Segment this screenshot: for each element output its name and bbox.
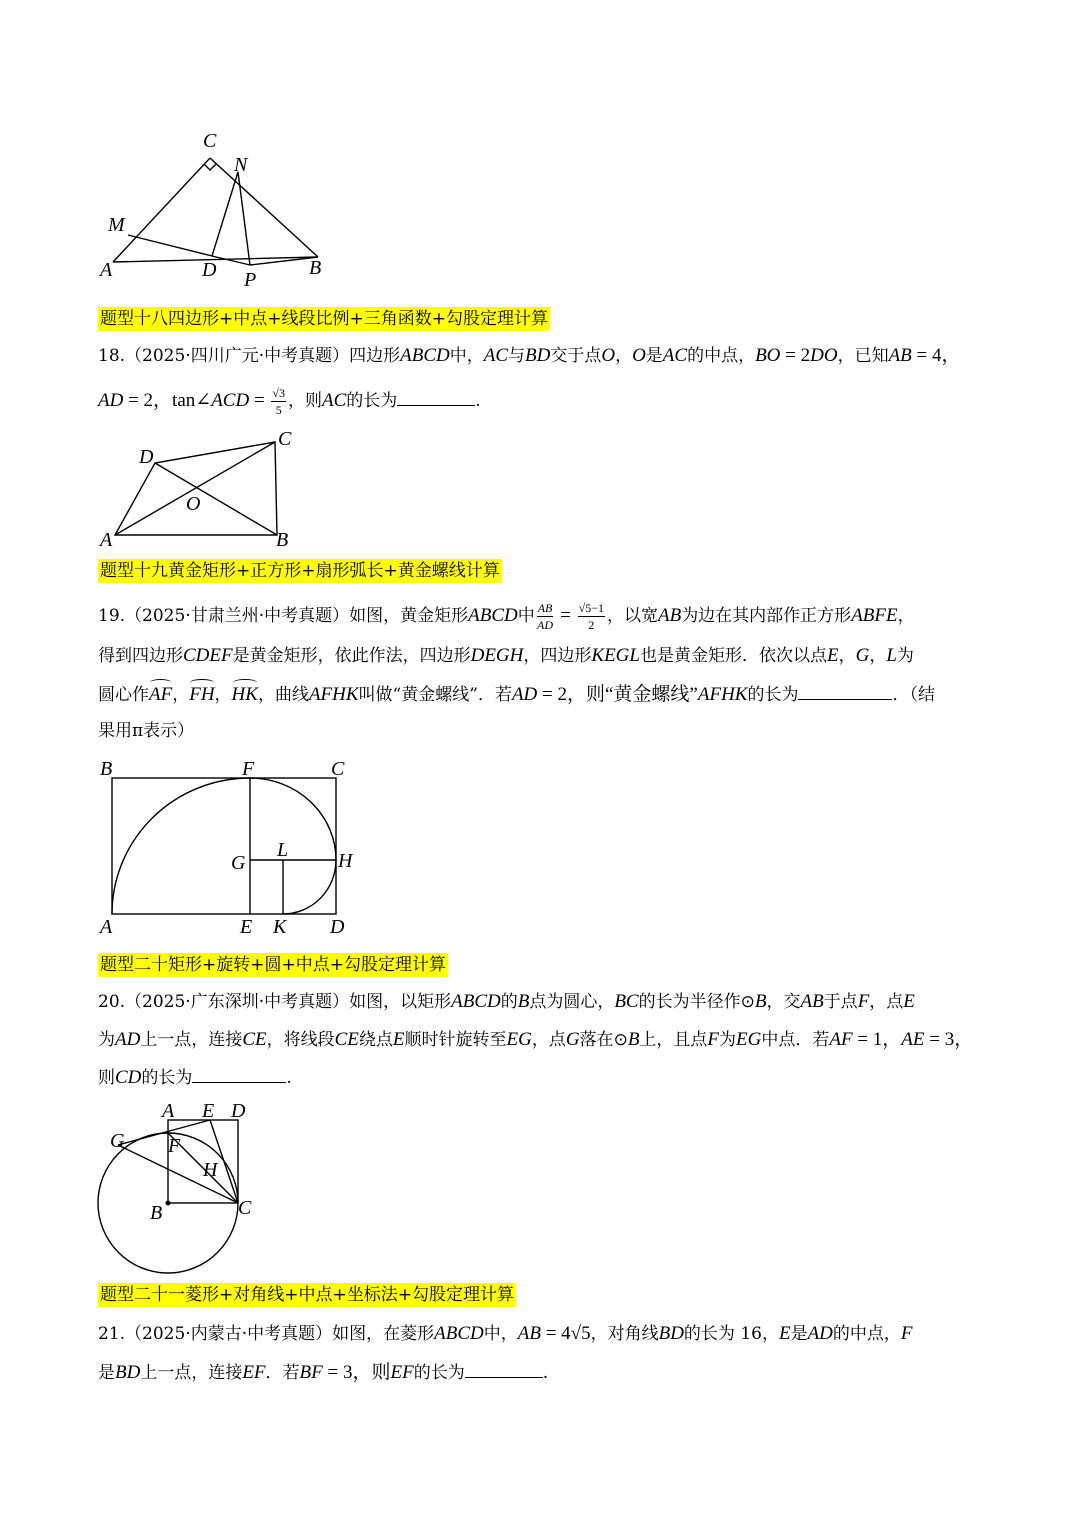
text-run: ⊙ xyxy=(740,992,755,1012)
spiral-arc-AF xyxy=(112,778,250,914)
text-run: . xyxy=(286,1068,292,1088)
text-run: 叫做“黄金螺线”．若 xyxy=(358,685,512,705)
text-run: ABCD xyxy=(468,605,518,626)
question-20-line-2 xyxy=(98,1027,973,1053)
section-19-heading xyxy=(98,559,502,583)
text-run: BD xyxy=(525,345,551,366)
text-run: BD xyxy=(115,1362,141,1383)
text-run: ABCD xyxy=(434,1323,484,1344)
text-run: 是 xyxy=(790,1324,808,1344)
text-run: E xyxy=(392,1029,405,1050)
text-run: ．（结 xyxy=(892,685,935,705)
label-C: C xyxy=(238,1197,252,1219)
answer-blank-19[interactable] xyxy=(798,681,892,700)
answer-blank-18[interactable] xyxy=(397,387,475,406)
text-run: 为 xyxy=(719,1030,737,1050)
text-run: AD xyxy=(807,1323,833,1344)
segment-NP xyxy=(238,172,250,265)
text-run: ， xyxy=(897,606,915,626)
text-run: 的 xyxy=(500,992,518,1012)
text-run: EF xyxy=(390,1362,414,1383)
question-19-line-3 xyxy=(98,681,935,708)
text-run: AC xyxy=(662,345,688,366)
text-run: ABFE xyxy=(851,605,898,626)
figure-19-golden-spiral xyxy=(90,752,370,942)
text-run: 则 xyxy=(98,1068,115,1088)
text-run: AFHK xyxy=(308,684,359,705)
text-run: = 1， xyxy=(852,1029,902,1050)
fraction-AB-over-AD xyxy=(537,602,554,631)
question-18-line-2 xyxy=(98,385,481,417)
text-run: . xyxy=(542,1363,549,1383)
text-run: EF xyxy=(242,1362,266,1383)
center-point-B xyxy=(166,1201,171,1206)
arc-AF: AF xyxy=(149,682,172,708)
text-run: 的中点， xyxy=(832,1324,901,1344)
text-run: 的长为 xyxy=(346,391,398,411)
text-run: ，曲线 xyxy=(257,685,309,705)
text-run: G xyxy=(565,1029,580,1050)
text-run: EG xyxy=(506,1029,532,1050)
question-21-line-1 xyxy=(98,1321,913,1347)
label-A: A xyxy=(162,1100,175,1122)
text-run: BC xyxy=(614,991,639,1012)
label-K: K xyxy=(273,916,287,938)
text-run: E xyxy=(778,1323,791,1344)
text-run: 顺时针旋转至 xyxy=(404,1030,507,1050)
answer-blank-20[interactable] xyxy=(192,1064,286,1083)
text-run: 绕点 xyxy=(358,1030,393,1050)
text-run: 的长为 xyxy=(747,685,799,705)
text-run: ABCD xyxy=(451,991,501,1012)
text-run: 21.（2025·内蒙古·中考真题）如图，在菱形 xyxy=(98,1324,435,1344)
text-run: L xyxy=(886,645,897,666)
text-run: CE xyxy=(242,1029,267,1050)
label-H: H xyxy=(338,850,353,872)
question-19-line-1 xyxy=(98,599,915,633)
text-run: BD xyxy=(658,1323,684,1344)
text-run: ，则 xyxy=(288,391,322,411)
label-N: N xyxy=(234,154,248,176)
text-run: CD xyxy=(115,1067,142,1088)
text-run: AB xyxy=(517,1323,541,1344)
text-run: ， xyxy=(214,685,232,705)
text-run: ，已知 xyxy=(837,346,889,366)
label-D: D xyxy=(202,259,217,281)
segment-CB xyxy=(210,158,318,257)
text-run: B xyxy=(754,991,767,1012)
label-H: H xyxy=(203,1159,218,1181)
label-A: A xyxy=(100,916,113,938)
text-run: 19.（2025·甘肃兰州·中考真题）如图，黄金矩形 xyxy=(98,606,469,626)
text-run: 交于点 xyxy=(550,346,602,366)
segment-ND xyxy=(212,172,238,256)
text-run: 果用π表示） xyxy=(98,721,195,741)
text-run: tan∠ xyxy=(172,390,212,411)
label-G: G xyxy=(110,1130,125,1152)
text-run: ，对角线 xyxy=(590,1324,659,1344)
text-run: 圆心作 xyxy=(98,685,149,705)
question-20-line-3 xyxy=(98,1064,292,1091)
text-run: ABCD xyxy=(400,345,450,366)
text-run: = 3，则 xyxy=(322,1362,391,1383)
text-run: . xyxy=(475,391,481,411)
label-D: D xyxy=(139,446,154,468)
text-run: ．若 xyxy=(265,1363,300,1383)
text-run: 中点．若 xyxy=(761,1030,830,1050)
text-run: AF xyxy=(829,1029,853,1050)
text-run: = xyxy=(249,390,270,411)
text-run: 中， xyxy=(483,1324,518,1344)
text-run: √5 xyxy=(570,1323,591,1344)
text-run: O xyxy=(601,345,616,366)
text-run: KEGL xyxy=(591,645,640,666)
segment-MD xyxy=(128,235,212,256)
text-run: √5−1 xyxy=(578,601,604,615)
label-C: C xyxy=(278,428,292,450)
text-run: AB xyxy=(657,605,682,626)
label-B: B xyxy=(150,1202,163,1224)
question-18-line-1 xyxy=(98,343,961,369)
segment-AC xyxy=(113,158,210,262)
text-run: AB xyxy=(800,991,824,1012)
label-B: B xyxy=(276,529,289,551)
text-run: AB xyxy=(537,601,553,615)
text-run: 题型二十矩形+旋转+圆+中点+勾股定理计算 xyxy=(100,955,446,975)
text-run: 上，且点 xyxy=(639,1030,708,1050)
text-run: AD xyxy=(115,1029,141,1050)
text-run: = 4 xyxy=(540,1323,571,1344)
text-run: ， xyxy=(869,646,887,666)
text-run: = 2，则“黄金螺线” xyxy=(537,684,698,705)
text-run: AB xyxy=(888,345,912,366)
text-run: 是 xyxy=(645,346,663,366)
text-run: ，交 xyxy=(766,992,801,1012)
text-run: CE xyxy=(334,1029,359,1050)
label-O: O xyxy=(186,493,201,515)
text-run: 也是黄金矩形．依次以点 xyxy=(639,646,827,666)
label-E: E xyxy=(240,916,253,938)
text-run: = 4， xyxy=(911,345,961,366)
text-run: BF xyxy=(299,1362,323,1383)
text-run: 2 xyxy=(588,618,595,632)
label-M: M xyxy=(108,214,125,236)
question-19-line-2 xyxy=(98,643,914,669)
text-run: 题型二十一菱形+对角线+中点+坐标法+勾股定理计算 xyxy=(100,1285,514,1305)
text-run: CDEF xyxy=(183,645,233,666)
question-19-line-4 xyxy=(98,718,194,744)
figure-20-circle-rectangle xyxy=(90,1098,270,1278)
figure-18-quadrilateral xyxy=(95,425,305,550)
text-run: ，点 xyxy=(869,992,904,1012)
text-run: 是黄金矩形，依此作法，四边形 xyxy=(232,646,471,666)
label-B: B xyxy=(309,257,322,279)
spiral-arc-FH xyxy=(250,778,336,860)
text-run: AD xyxy=(98,390,124,411)
question-20-line-1 xyxy=(98,989,915,1015)
text-run: 上一点，连接 xyxy=(140,1030,243,1050)
arc-FH: FH xyxy=(189,682,214,708)
text-run: DEGH xyxy=(470,645,524,666)
label-A: A xyxy=(100,529,113,551)
text-run: ， xyxy=(838,646,856,666)
text-run: AC xyxy=(483,345,508,366)
text-run: F xyxy=(707,1029,720,1050)
text-run: 的长为 xyxy=(141,1068,193,1088)
text-run: 是 xyxy=(98,1363,115,1383)
text-run: AD xyxy=(537,618,554,632)
label-B: B xyxy=(100,758,113,780)
text-run: E xyxy=(903,991,915,1012)
text-run: = 2， xyxy=(123,390,173,411)
text-run: AE xyxy=(901,1029,925,1050)
text-run: ，点 xyxy=(531,1030,566,1050)
label-P: P xyxy=(244,269,257,291)
text-run: 于点 xyxy=(823,992,858,1012)
label-A: A xyxy=(100,259,113,281)
label-C: C xyxy=(203,130,217,152)
text-run: E xyxy=(826,645,839,666)
label-G: G xyxy=(231,852,246,874)
text-run: G xyxy=(855,645,870,666)
section-20-heading xyxy=(98,953,448,977)
label-F: F xyxy=(168,1135,181,1157)
segment-DP xyxy=(212,256,250,265)
text-run: √3 xyxy=(272,386,285,400)
text-run: ，将线段 xyxy=(266,1030,335,1050)
text-run: ，四边形 xyxy=(523,646,592,666)
rectangle-ABCD xyxy=(112,778,336,914)
text-run: B xyxy=(627,1029,640,1050)
text-run: EG xyxy=(736,1029,762,1050)
text-run: ， xyxy=(172,685,190,705)
segment-GE xyxy=(118,1120,210,1145)
text-run: 为边在其内部作正方形 xyxy=(681,606,852,626)
label-L: L xyxy=(277,839,289,861)
text-run: AD xyxy=(511,684,538,705)
text-run: 与 xyxy=(508,346,525,366)
right-angle-mark xyxy=(204,164,216,170)
figure-17-triangle xyxy=(90,125,350,295)
text-run: 题型十八四边形+中点+线段比例+三角函数+勾股定理计算 xyxy=(100,309,548,329)
text-run: B xyxy=(517,991,530,1012)
text-run: AC xyxy=(322,390,347,411)
text-run: 的长为 16， xyxy=(683,1324,779,1344)
arc-HK: HK xyxy=(232,682,258,708)
text-run: 点为圆心， xyxy=(529,992,615,1012)
section-18-heading xyxy=(98,307,550,331)
text-run: AFHK xyxy=(697,684,748,705)
text-run: = xyxy=(555,605,576,626)
text-run: 落在 xyxy=(579,1030,614,1050)
label-D: D xyxy=(231,1100,246,1122)
text-run: = 2 xyxy=(780,345,811,366)
text-run: 为 xyxy=(896,646,914,666)
label-C: C xyxy=(331,758,345,780)
text-run: 的长为半径作 xyxy=(638,992,741,1012)
text-run: F xyxy=(857,991,870,1012)
text-run: ACD xyxy=(211,390,250,411)
text-run: 20.（2025·广东深圳·中考真题）如图，以矩形 xyxy=(98,992,452,1012)
text-run: = 3， xyxy=(924,1029,974,1050)
text-run: 得到四边形 xyxy=(98,646,183,666)
text-run: 为 xyxy=(98,1030,115,1050)
fraction-golden-ratio xyxy=(578,602,605,631)
text-run: F xyxy=(900,1323,913,1344)
text-run: ， xyxy=(615,346,633,366)
fraction-sqrt3-over-5 xyxy=(271,387,286,416)
text-run: 中 xyxy=(517,606,535,626)
question-21-line-2 xyxy=(98,1359,548,1386)
text-run: 18.（2025·四川广元·中考真题）四边形 xyxy=(98,346,401,366)
label-D: D xyxy=(330,916,345,938)
text-run: 中， xyxy=(449,346,484,366)
text-run: ，以宽 xyxy=(606,606,658,626)
text-run: 上一点，连接 xyxy=(140,1363,243,1383)
diagonal-BD xyxy=(155,463,277,535)
text-run: ⊙ xyxy=(613,1030,628,1050)
spiral-arc-HK xyxy=(283,860,336,914)
section-21-heading xyxy=(98,1283,516,1307)
text-run: 的长为 xyxy=(413,1363,465,1383)
label-E: E xyxy=(202,1100,215,1122)
text-run: O xyxy=(632,345,646,366)
answer-blank-21[interactable] xyxy=(465,1359,543,1378)
text-run: 的中点， xyxy=(687,346,756,366)
text-run: DO xyxy=(810,345,838,366)
text-run: 5 xyxy=(275,403,282,417)
text-run: 题型十九黄金矩形+正方形+扇形弧长+黄金螺线计算 xyxy=(100,561,500,581)
label-F: F xyxy=(242,758,255,780)
text-run: BO xyxy=(755,345,781,366)
